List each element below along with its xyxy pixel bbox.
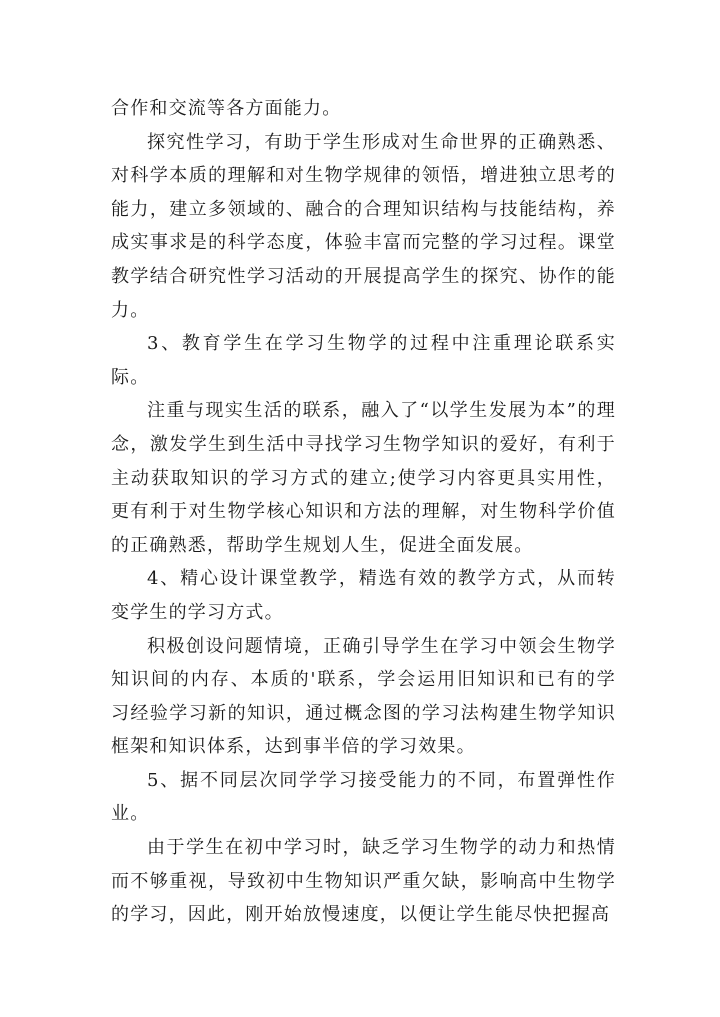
paragraph-real-life: 注重与现实生活的联系，融入了“以学生发展为本”的理念，激发学生到生活中寻找学习生物学知识的爱好，有利于主动获取知识的学习方式的建立;使学习内容更具实用性，更有利于对生物学核心知识和方法的理解，对生物科学价值的正确熟悉，帮助学生规划人生，促进全面发展。: [111, 400, 616, 556]
body-text: [111, 92, 616, 932]
paragraph-heading-4: 4、精心设计课堂教学，精选有效的教学方式，从而转变学生的学习方式。: [111, 568, 616, 623]
paragraph-junior-high: 由于学生在初中学习时，缺乏学习生物学的动力和热情而不够重视，导致初中生物知识严重欠缺，影响高中生物学的学习，因此，刚开始放慢速度，以便让学生能尽快把握高: [111, 837, 616, 926]
paragraph-heading-5: 5、据不同层次同学学习接受能力的不同，布置弹性作业。: [111, 769, 616, 825]
paragraph-heading-3: 3、教育学生在学习生物学的过程中注重理论联系实际。: [111, 333, 616, 388]
paragraph-problem-situation: 积极创设问题情境，正确引导学生在学习中领会生物学知识间的内存、本质的'联系，学会运用旧知识和已有的学习经验学习新的知识，通过概念图的学习法构建生物学知识框架和知识体系，达到事半倍的学习效果。: [111, 635, 616, 758]
paragraph-inquiry-learning: 探究性学习，有助于学生形成对生命世界的正确熟悉、对科学本质的理解和对生物学规律的领悟，增进独立思考的能力，建立多领域的、融合的合理知识结构与技能结构，养成实事求是的科学态度，体验丰富而完整的学习过程。课堂教学结合研究性学习活动的开展提高学生的探究、协作的能力。: [111, 131, 616, 321]
paragraph-continuation: 合作和交流等各方面能力。: [111, 98, 342, 119]
